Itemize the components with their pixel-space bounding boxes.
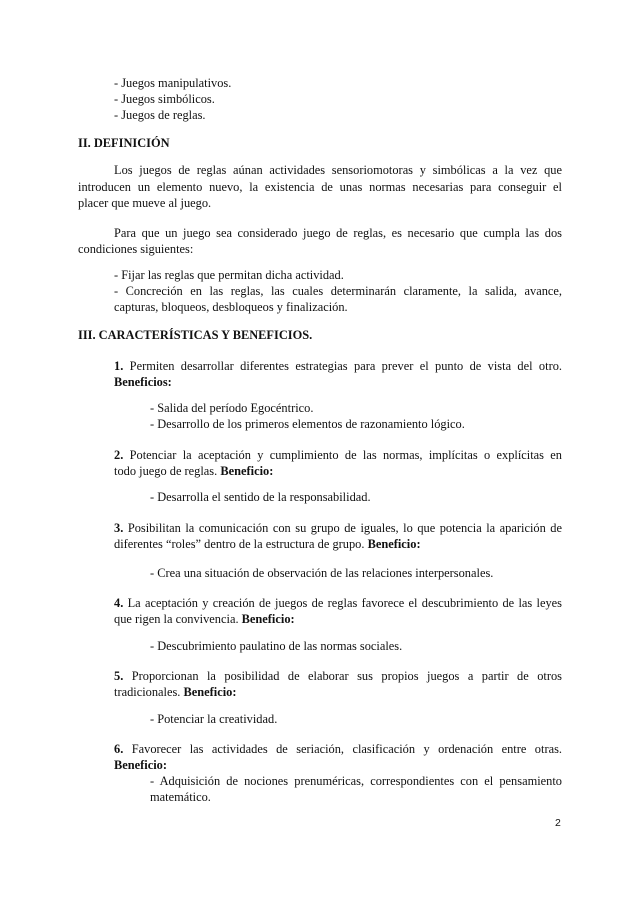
benefit-item: - Desarrolla el sentido de la responsabilidad. — [150, 490, 371, 504]
item-line: 3. Posibilitan la comunicación con su grupo de iguales, lo que potencia la aparición de — [114, 521, 562, 535]
item-number: 1. — [114, 359, 124, 373]
list-item: - Juegos manipulativos. — [114, 76, 232, 90]
paragraph-line: placer que mueve al juego. — [78, 196, 212, 210]
item-line: 4. La aceptación y creación de juegos de reglas favorece el descubrimiento de las leyes — [114, 596, 562, 610]
benefit-label: Beneficio: — [114, 758, 167, 772]
page-number: 2 — [555, 817, 561, 829]
list-item: - Juegos simbólicos. — [114, 92, 215, 106]
list-item: capturas, bloqueos, desbloqueos y finalización. — [114, 300, 348, 314]
item-line: 1. Permiten desarrollar diferentes estrategias para prever el punto de vista del otro. — [114, 359, 562, 373]
item-line: todo juego de reglas. Beneficio: — [114, 464, 274, 478]
paragraph-line: condiciones siguientes: — [78, 242, 194, 256]
paragraph-line: introducen un elemento nuevo, la existencia de unas normas necesarias para conseguir el — [78, 180, 562, 194]
benefit-item: - Crea una situación de observación de las relaciones interpersonales. — [150, 566, 494, 580]
benefit-label: Beneficio: — [183, 685, 237, 699]
item-line: que rigen la convivencia. Beneficio: — [114, 612, 295, 626]
item-number: 2. — [114, 448, 124, 462]
benefit-label: Beneficios: — [114, 375, 172, 389]
benefit-item: - Adquisición de nociones prenuméricas, correspondientes con el pensamiento — [150, 774, 562, 788]
item-number: 6. — [114, 742, 124, 756]
benefit-item: matemático. — [150, 790, 211, 804]
section-heading: III. CARACTERÍSTICAS Y BENEFICIOS. — [78, 328, 313, 342]
paragraph-line: Los juegos de reglas aúnan actividades sensoriomotoras y simbólicas a la vez que — [114, 163, 562, 177]
benefit-item: - Desarrollo de los primeros elementos de razonamiento lógico. — [150, 417, 465, 431]
item-line: 5. Proporcionan la posibilidad de elaborar sus propios juegos a partir de otros — [114, 669, 562, 683]
benefit-item: - Salida del período Egocéntrico. — [150, 401, 314, 415]
list-item: - Fijar las reglas que permitan dicha actividad. — [114, 268, 344, 282]
paragraph-line: Para que un juego sea considerado juego de reglas, es necesario que cumpla las dos — [114, 226, 562, 240]
benefit-label: Beneficio: — [367, 537, 421, 551]
item-number: 3. — [114, 521, 124, 535]
benefit-item: - Potenciar la creatividad. — [150, 712, 278, 726]
benefit-label: Beneficio: — [220, 464, 274, 478]
item-line: 2. Potenciar la aceptación y cumplimiento de las normas, implícitas o explícitas en — [114, 448, 562, 462]
benefit-item: - Descubrimiento paulatino de las normas sociales. — [150, 639, 403, 653]
list-item: - Juegos de reglas. — [114, 108, 206, 122]
benefit-label: Beneficio: — [241, 612, 295, 626]
section-heading: II. DEFINICIÓN — [78, 136, 170, 150]
item-number: 5. — [114, 669, 124, 683]
list-item: - Concreción en las reglas, las cuales determinarán claramente, la salida, avance, — [114, 284, 562, 298]
item-line: tradicionales. Beneficio: — [114, 685, 237, 699]
item-line: diferentes “roles” dentro de la estructura de grupo. Beneficio: — [114, 537, 421, 551]
item-line: 6. Favorecer las actividades de seriación, clasificación y ordenación entre otras. — [114, 742, 562, 756]
item-number: 4. — [114, 596, 124, 610]
